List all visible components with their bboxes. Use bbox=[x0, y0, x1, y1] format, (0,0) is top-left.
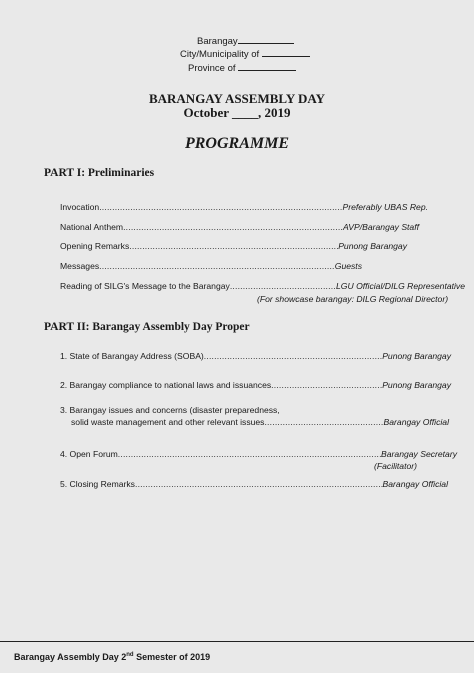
barangay-line bbox=[197, 34, 294, 47]
row-assignee: Preferably UBAS Rep. bbox=[342, 202, 428, 212]
footer-prefix: Barangay Assembly Day 2 bbox=[14, 652, 127, 662]
part1-heading: PART I: Preliminaries bbox=[44, 167, 155, 179]
row-label: Reading of SILG's Message to the Barangay bbox=[60, 281, 230, 291]
leader-dots bbox=[99, 202, 342, 212]
row-assignee: Punong Barangay bbox=[382, 380, 451, 390]
province-line bbox=[188, 61, 296, 74]
part1-row bbox=[60, 202, 428, 212]
programme-heading: PROGRAMME bbox=[184, 135, 290, 152]
footer-divider bbox=[0, 641, 474, 642]
leader-dots bbox=[123, 222, 343, 232]
part2-row bbox=[60, 479, 448, 489]
leader-dots bbox=[204, 351, 382, 361]
assembly-date: October ____, 2019 bbox=[183, 105, 291, 120]
leader-dots bbox=[271, 380, 382, 390]
leader-dots bbox=[135, 479, 383, 489]
province-label: Province of bbox=[188, 63, 236, 74]
row-assignee: Punong Barangay bbox=[382, 351, 451, 361]
part2-row bbox=[71, 417, 449, 427]
leader-dots bbox=[99, 261, 335, 271]
city-blank bbox=[262, 47, 310, 57]
row-label: National Anthem bbox=[60, 222, 124, 232]
row-label: Invocation bbox=[60, 202, 100, 212]
facilitator-note: (Facilitator) bbox=[374, 461, 417, 471]
part1-row bbox=[60, 222, 419, 232]
part1-row bbox=[60, 241, 407, 251]
province-blank bbox=[238, 61, 296, 71]
row-assignee: Barangay Official bbox=[383, 417, 449, 427]
barangay-label: Barangay bbox=[197, 36, 238, 47]
part2-row bbox=[60, 380, 451, 390]
footer-ordinal: nd bbox=[126, 652, 134, 658]
footer-suffix: Semester of 2019 bbox=[133, 652, 211, 662]
city-line bbox=[180, 47, 310, 60]
row-assignee: AVP/Barangay Staff bbox=[343, 222, 419, 232]
footer-text bbox=[14, 652, 210, 662]
row-label: Messages bbox=[60, 261, 100, 271]
assembly-title: BARANGAY ASSEMBLY DAY bbox=[148, 91, 326, 106]
part1-row bbox=[60, 281, 465, 291]
row-assignee: Punong Barangay bbox=[338, 241, 407, 251]
row-assignee: Guests bbox=[334, 261, 362, 271]
row-label: 1. State of Barangay Address (SOBA) bbox=[60, 351, 204, 361]
part1-row bbox=[60, 261, 362, 271]
barangay-blank bbox=[238, 34, 294, 44]
row-label: 5. Closing Remarks bbox=[60, 479, 135, 489]
city-label: City/Municipality of bbox=[180, 49, 260, 60]
leader-dots bbox=[264, 417, 383, 427]
row-assignee: Barangay Official bbox=[382, 479, 448, 489]
leader-dots bbox=[129, 241, 338, 251]
row-label: 4. Open Forum bbox=[60, 449, 118, 459]
part2-heading: PART II: Barangay Assembly Day Proper bbox=[44, 321, 250, 333]
row-label: Opening Remarks bbox=[60, 241, 130, 251]
part2-row bbox=[60, 449, 457, 459]
showcase-note: (For showcase barangay: DILG Regional Director) bbox=[257, 294, 449, 304]
row-assignee: LGU Official/DILG Representative bbox=[336, 281, 465, 291]
part2-row bbox=[60, 351, 451, 361]
row-assignee: Barangay Secretary bbox=[381, 449, 457, 459]
leader-dots bbox=[118, 449, 381, 459]
row-label: 2. Barangay compliance to national laws and issuances bbox=[60, 380, 272, 390]
row-label: solid waste management and other relevant issues bbox=[71, 417, 265, 427]
row-label-first-line: 3. Barangay issues and concerns (disaster preparedness, bbox=[60, 405, 280, 415]
leader-dots bbox=[230, 281, 336, 291]
